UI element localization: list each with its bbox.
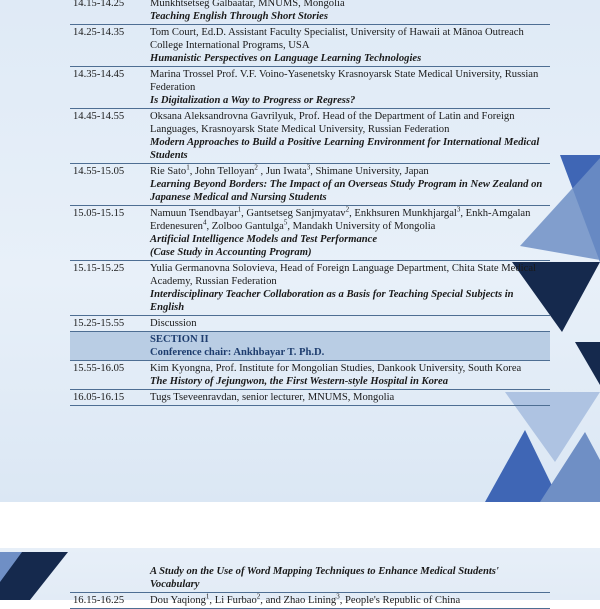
time-slot: 15.25-15.55 [70,316,147,332]
talk-title: Interdisciplinary Teacher Collaboration as a Basis for Teaching Special Subjects in English [150,289,514,313]
table-row [70,361,550,390]
time-slot: 14.55-15.05 [70,164,147,206]
table-row [70,390,550,406]
presentation-cell [147,564,550,593]
presentation-cell [147,390,550,406]
speaker: Munkhtsetseg Galbaatar, MNUMS, Mongolia [150,0,345,9]
affiliation: , Mandakh University of Mongolia [287,221,436,232]
time-slot: 16.15-16.25 [70,593,147,609]
page-gap [0,502,600,548]
section-chair: Conference chair: Ankhbayar T. Ph.D. [150,347,325,358]
affiliation-mark: 4 [202,218,207,227]
table-row [70,564,550,593]
section-cell [147,332,550,361]
presentation-cell [147,25,550,67]
author-name: , and Zhao Lining [260,595,337,606]
affiliation-mark: 3 [336,592,340,601]
author-name: , Li Furbao [209,595,257,606]
table-row [70,109,550,164]
speaker: Oksana Aleksandrovna Gavrilyuk, Prof. Head of the Department of Latin and Foreign Languages, Krasnoyarsk State Medical University, Russian Federation [150,111,515,135]
presentation-cell [147,109,550,164]
discussion-cell: Discussion [147,316,550,332]
table-row [70,25,550,67]
schedule-table [70,0,550,406]
speaker: Tom Court, Ed.D. Assistant Faculty Specialist, University of Hawaii at Mānoa Outreach College International Programs, USA [150,27,524,51]
talk-title: The History of Jejungwon, the First Western-style Hospital in Korea [150,376,449,387]
time-slot: 16.05-16.15 [70,390,147,406]
section-blank-cell [70,332,147,361]
author-name: , John Telloyan [189,166,255,177]
table-row [70,67,550,109]
talk-title: Humanistic Perspectives on Language Learning Technologies [150,53,422,64]
talk-title-subline: Vocabulary [150,579,200,590]
affiliation-mark: 2 [254,163,258,172]
section-heading: SECTION II [150,334,209,345]
table-row [70,261,550,316]
table-row [70,0,550,25]
author-name: , Gantsetseg Sanjmyatav [241,208,346,219]
talk-title: A Study on the Use of Word Mapping Techniques to Enhance Medical Students' [150,566,499,577]
presentation-cell [147,164,550,206]
author-name: , Jun Iwata [257,166,307,177]
table-row [70,593,550,609]
speaker: Kim Kyongna, Prof. Institute for Mongolian Studies, Dankook University, South Korea [150,363,522,374]
table-row [70,206,550,261]
speaker: Yulia Germanovna Solovieva, Head of Foreign Language Department, Chita State Medical Academy, Russian Federation [150,263,536,287]
affiliation-mark: 3 [456,205,461,214]
table-row [70,316,550,332]
speaker [150,207,548,233]
program-page-2 [0,548,600,606]
speaker [150,594,548,607]
affiliation-mark: 3 [306,163,311,172]
speaker: Marina Trossel Prof. V.F. Voino-Yasenetsky Krasnoyarsk State Medical University, Russian Federation [150,69,539,93]
talk-title: Artificial Intelligence Models and Test Performance [150,234,378,245]
author-name: , Enkhsuren Munkhjargal [349,208,457,219]
talk-title: Learning Beyond Borders: The Impact of an Overseas Study Program in New Zealand on Japanese Medical and Nursing Students [150,179,543,203]
presentation-cell [147,67,550,109]
section-row [70,332,550,361]
affiliation-mark: 1 [237,205,242,214]
presentation-cell [147,261,550,316]
time-slot: 15.55-16.05 [70,361,147,390]
talk-title-subline: (Case Study in Accounting Program) [150,247,312,258]
talk-title: Is Digitalization a Way to Progress or Regress? [150,95,356,106]
time-slot: 15.15-15.25 [70,261,147,316]
time-slot: 14.25-14.35 [70,25,147,67]
affiliation-mark: 2 [345,205,350,214]
author-name: Dou Yaqiong [150,595,206,606]
affiliation-mark: 2 [256,592,261,601]
speaker: Tugs Tseveenravdan, senior lecturer, MNUMS, Mongolia [150,392,395,403]
time-slot-blank [70,564,147,593]
schedule-table-page-2 [70,564,550,609]
affiliation-mark: 1 [186,163,190,172]
talk-title: Teaching English Through Short Stories [150,11,329,22]
table-row [70,164,550,206]
presentation-cell [147,206,550,261]
affiliation: , Shimane University, Japan [310,166,429,177]
time-slot: 14.45-14.55 [70,109,147,164]
author-name: , Zolboo Gantulga [206,221,284,232]
time-slot: 15.05-15.15 [70,206,147,261]
time-slot: 14.35-14.45 [70,67,147,109]
triangle-dark-navy-edge [575,342,600,385]
author-name: Namuun Tsendbayar [150,208,238,219]
speaker [150,165,548,178]
time-slot: 14.15-14.25 [70,0,147,25]
presentation-cell [147,0,550,25]
affiliation-mark: 5 [283,218,288,227]
talk-title: Modern Approaches to Build a Positive Learning Environment for International Medical Students [150,137,540,161]
affiliation: , People's Republic of China [339,595,461,606]
affiliation-mark: 1 [205,592,210,601]
author-name: , Enkh-Amgalan Erdenesuren [150,208,531,232]
presentation-cell [147,593,550,609]
presentation-cell [147,361,550,390]
author-name: Rie Sato [150,166,187,177]
